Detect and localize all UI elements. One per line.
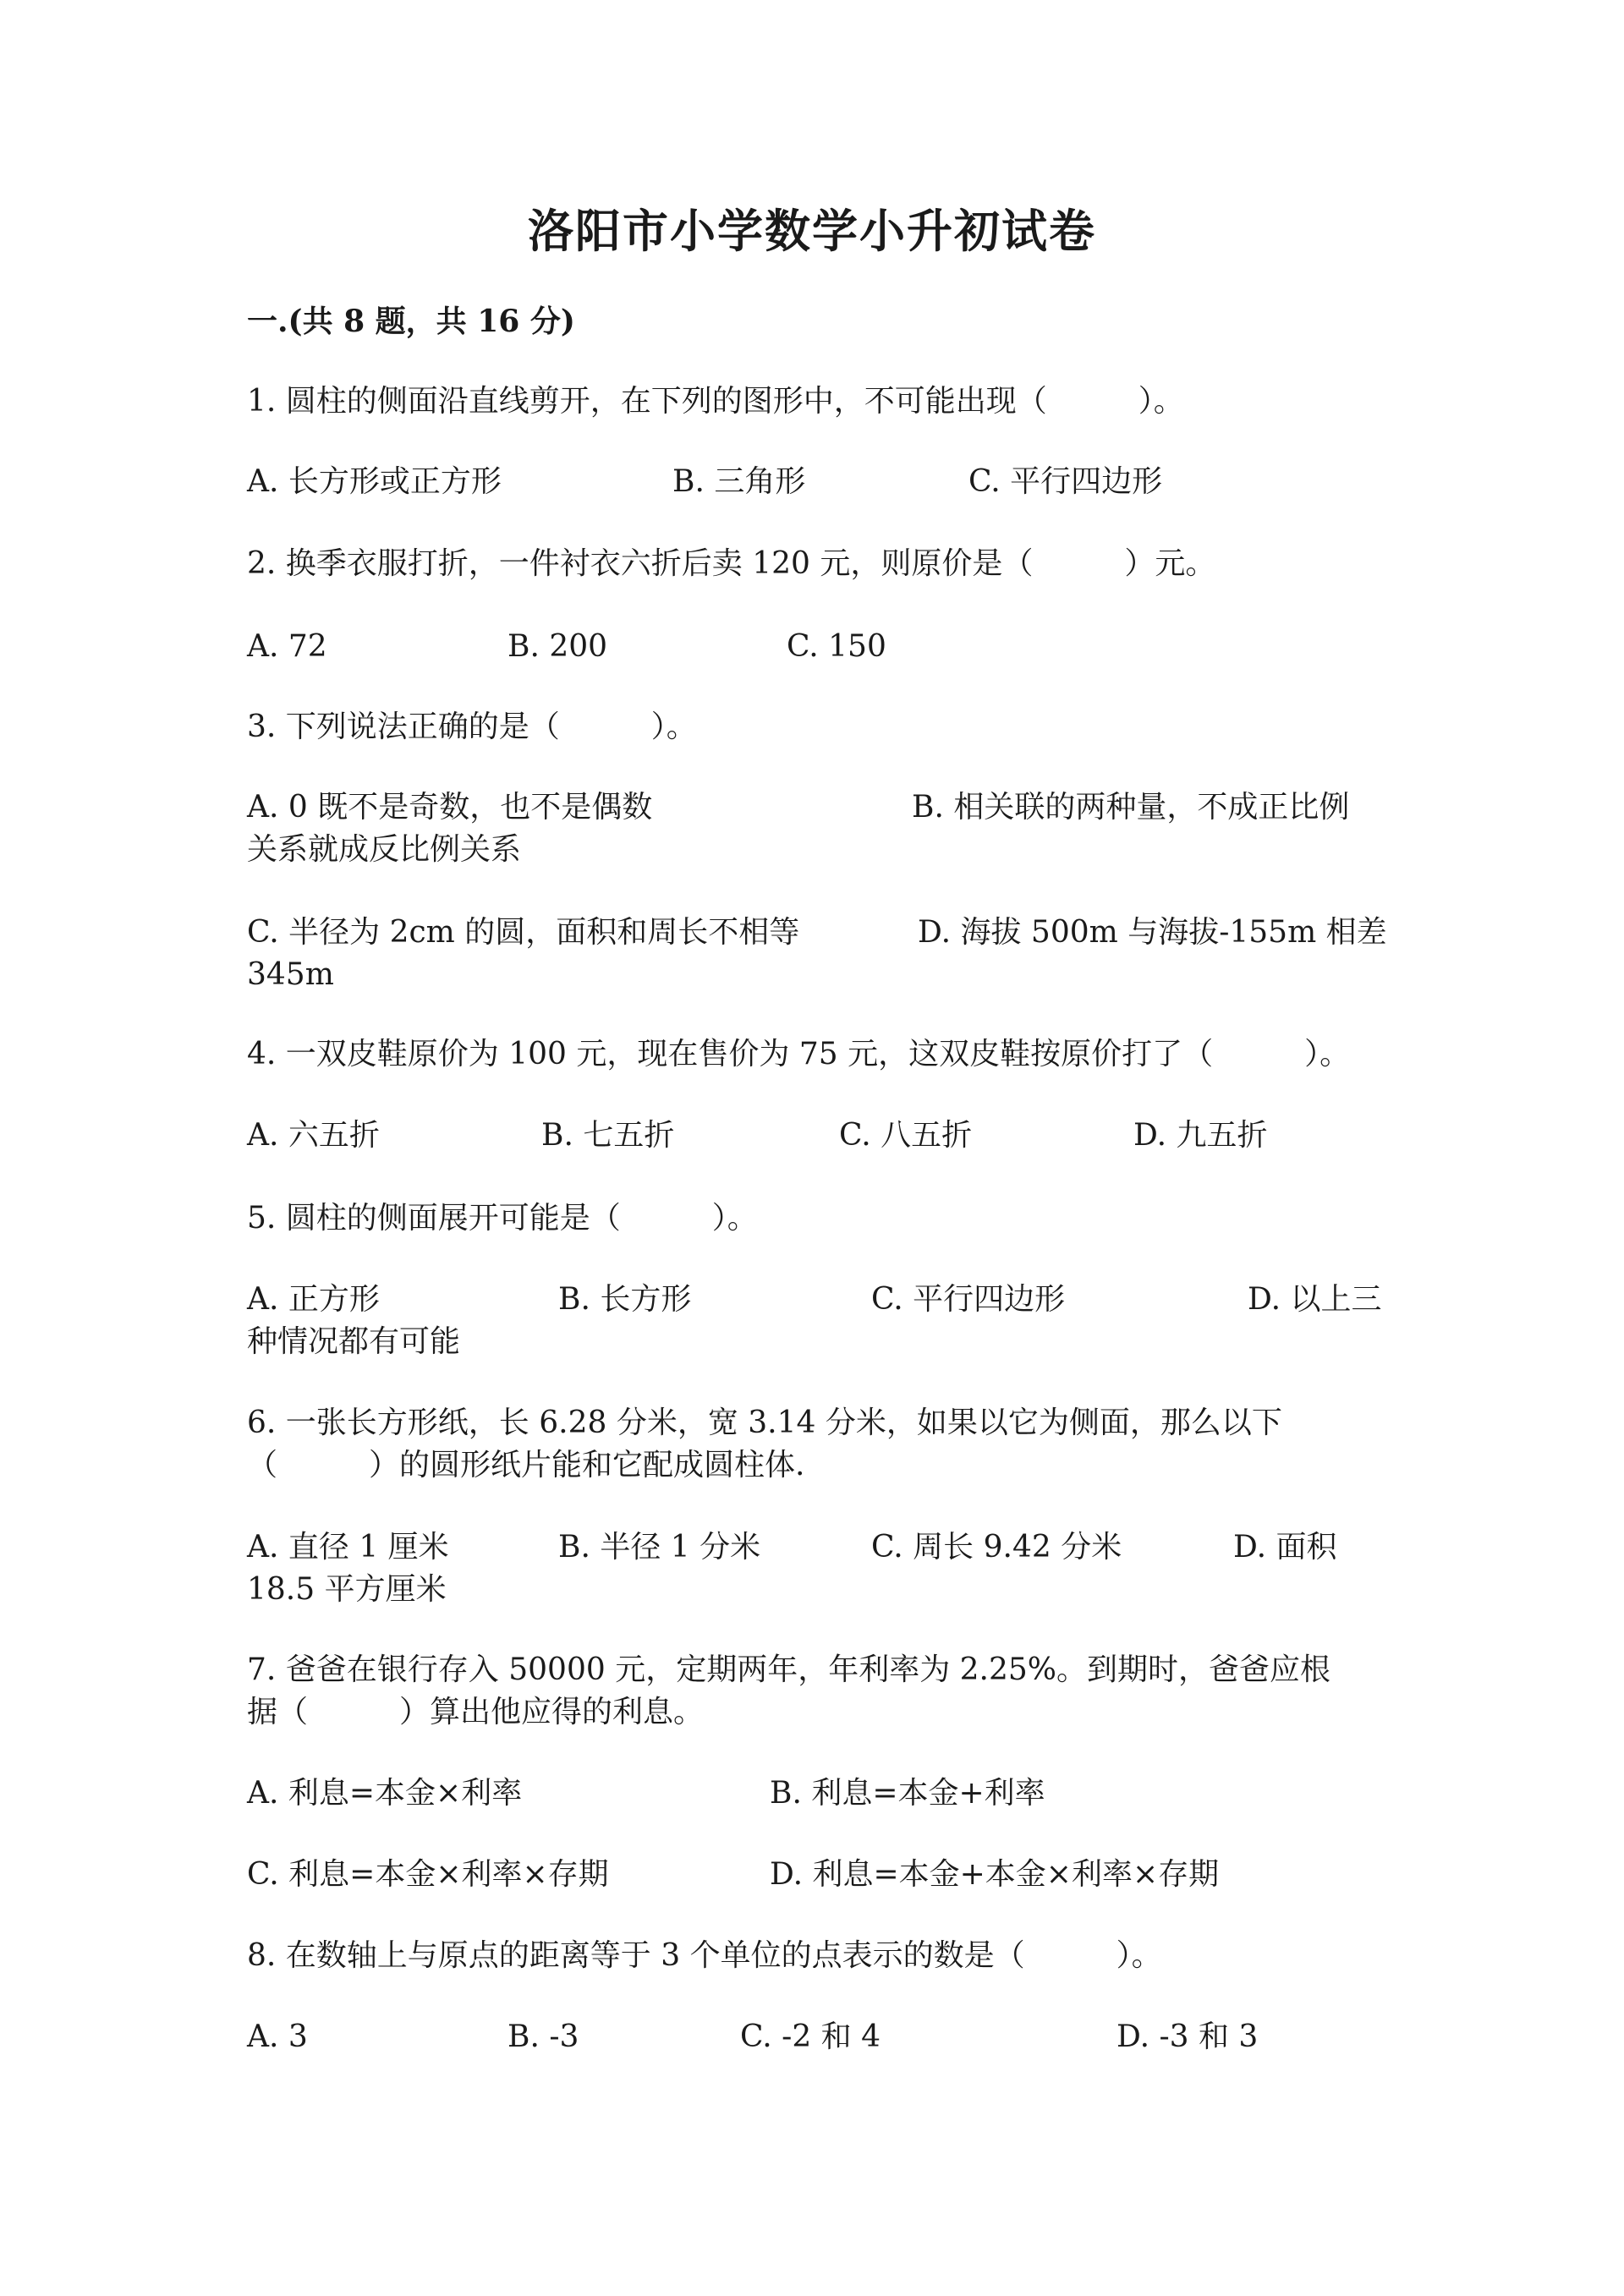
- question-2-stem: 2. 换季衣服打折，一件衬衣六折后卖 120 元，则原价是（ ）元。: [247, 546, 1216, 581]
- question-3-option-a: A. 0 既不是奇数，也不是偶数: [247, 790, 653, 825]
- question-8-stem: 8. 在数轴上与原点的距离等于 3 个单位的点表示的数是（ ）。: [247, 1938, 1162, 1973]
- question-1-option-c: C. 平行四边形: [968, 464, 1163, 499]
- question-3-option-c: C. 半径为 2cm 的圆，面积和周长不相等: [247, 915, 800, 950]
- question-6-option-d: D. 面积: [1233, 1530, 1337, 1564]
- section-heading: 一.(共 8 题，共 16 分): [247, 304, 575, 339]
- question-2-option-a: A. 72: [247, 629, 327, 664]
- question-4-option-c: C. 八五折: [839, 1118, 973, 1153]
- question-5-stem: 5. 圆柱的侧面展开可能是（ ）。: [247, 1201, 758, 1236]
- question-6-option-c: C. 周长 9.42 分米: [871, 1530, 1122, 1564]
- page-title: 洛阳市小学数学小升初试卷: [528, 204, 1096, 258]
- question-6-stem-cont: （ ）的圆形纸片能和它配成圆柱体.: [247, 1448, 805, 1482]
- question-4-option-d: D. 九五折: [1133, 1118, 1268, 1153]
- question-8-option-b: B. -3: [508, 2019, 579, 2054]
- question-3-option-b: B. 相关联的两种量，不成正比例: [912, 790, 1350, 825]
- question-7-stem-cont: 据（ ）算出他应得的利息。: [247, 1695, 705, 1729]
- question-8-option-d: D. -3 和 3: [1116, 2019, 1259, 2054]
- question-3-stem: 3. 下列说法正确的是（ ）。: [247, 710, 697, 744]
- question-8-option-a: A. 3: [247, 2019, 308, 2054]
- question-7-option-a: A. 利息=本金×利率: [247, 1776, 523, 1811]
- question-4-stem: 4. 一双皮鞋原价为 100 元，现在售价为 75 元，这双皮鞋按原价打了（ ）。: [247, 1037, 1351, 1071]
- question-6-stem: 6. 一张长方形纸，长 6.28 分米，宽 3.14 分米，如果以它为侧面，那么以下: [247, 1406, 1282, 1440]
- question-2-option-b: B. 200: [508, 629, 608, 664]
- question-4-option-b: B. 七五折: [541, 1118, 675, 1153]
- question-7-stem: 7. 爸爸在银行存入 50000 元，定期两年，年利率为 2.25%。到期时，爸爸应根: [247, 1652, 1331, 1687]
- question-5-option-a: A. 正方形: [247, 1282, 380, 1317]
- question-6-option-a: A. 直径 1 厘米: [247, 1530, 449, 1564]
- question-7-option-d: D. 利息=本金+本金×利率×存期: [770, 1857, 1220, 1892]
- question-7-option-c: C. 利息=本金×利率×存期: [247, 1857, 609, 1892]
- question-4-option-a: A. 六五折: [247, 1118, 380, 1153]
- question-6-option-d-cont: 18.5 平方厘米: [247, 1572, 447, 1607]
- question-8-option-c: C. -2 和 4: [740, 2019, 881, 2054]
- question-3-option-b-cont: 关系就成反比例关系: [247, 832, 522, 867]
- question-5-option-c: C. 平行四边形: [871, 1282, 1066, 1317]
- question-6-option-b: B. 半径 1 分米: [558, 1530, 761, 1564]
- question-5-option-d-cont: 种情况都有可能: [247, 1324, 461, 1359]
- question-2-option-c: C. 150: [787, 629, 886, 664]
- question-5-option-d: D. 以上三: [1248, 1282, 1382, 1317]
- question-5-option-b: B. 长方形: [558, 1282, 692, 1317]
- question-3-option-d: D. 海拔 500m 与海拔-155m 相差: [918, 915, 1387, 950]
- question-1-stem: 1. 圆柱的侧面沿直线剪开，在下列的图形中，不可能出现（ ）。: [247, 384, 1184, 419]
- question-1-option-a: A. 长方形或正方形: [247, 464, 502, 499]
- question-3-option-d-cont: 345m: [247, 957, 334, 992]
- question-7-option-b: B. 利息=本金+利率: [770, 1776, 1045, 1811]
- question-1-option-b: B. 三角形: [672, 464, 806, 499]
